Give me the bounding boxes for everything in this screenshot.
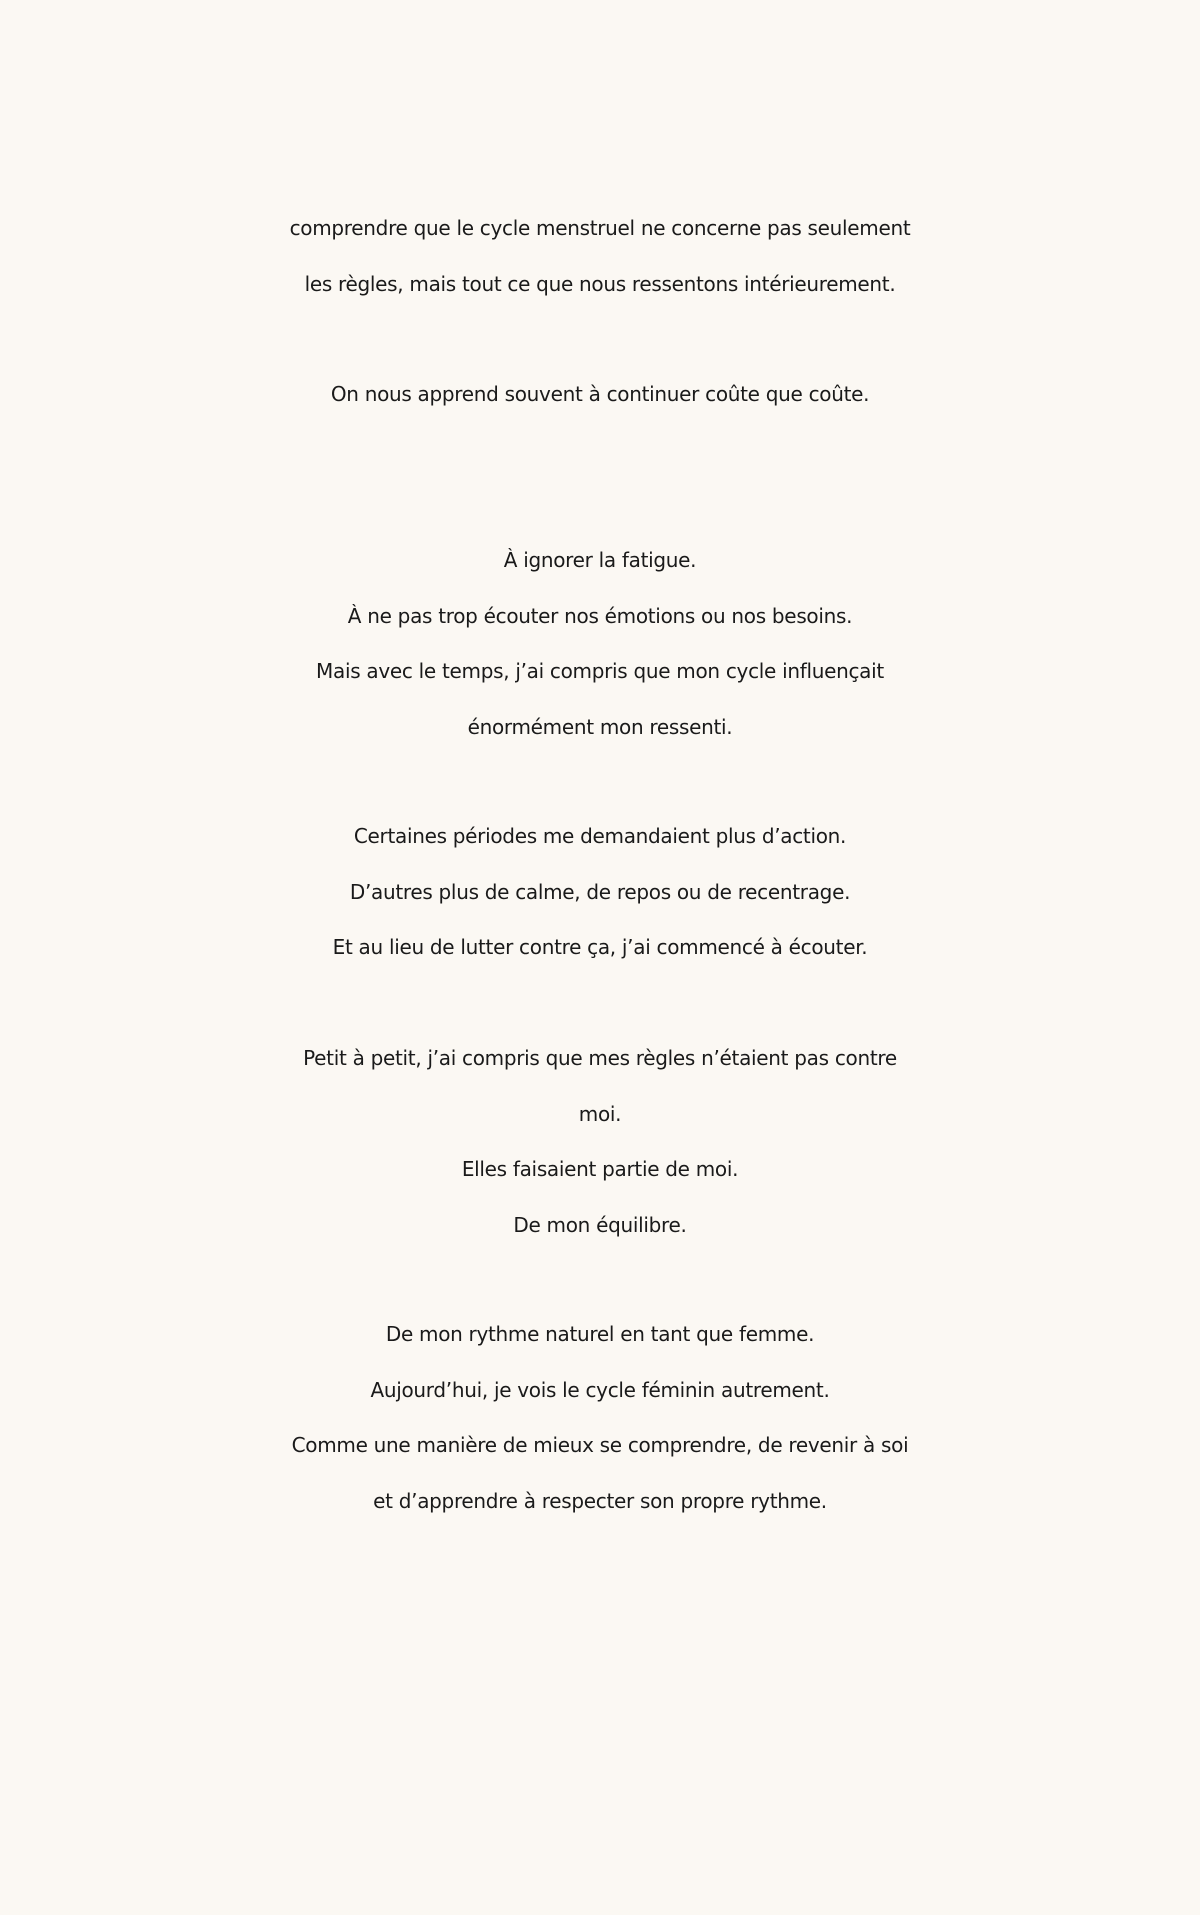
text-line: moi. — [578, 1101, 622, 1126]
text-line: À ignorer la fatigue. — [503, 548, 697, 572]
text-line: De mon rythme naturel en tant que femme. — [385, 1322, 815, 1346]
paragraph-periods — [0, 809, 1200, 976]
paragraph-cycle-intro — [0, 201, 1200, 312]
text-line: les règles, mais tout ce que nous ressentons intérieurement. — [304, 271, 896, 296]
text-line: Elles faisaient partie de moi. — [461, 1157, 739, 1181]
text-line: Certaines périodes me demandaient plus d’action. — [353, 824, 847, 848]
text-line: À ne pas trop écouter nos émotions ou nos besoins. — [347, 603, 853, 628]
text-line: Mais avec le temps, j’ai compris que mon cycle influençait — [316, 659, 884, 683]
text-line: De mon équilibre. — [513, 1212, 687, 1237]
text-line: Petit à petit, j’ai compris que mes règles n’étaient pas contre — [303, 1046, 897, 1070]
text-line: comprendre que le cycle menstruel ne concerne pas seulement — [289, 216, 911, 240]
text-line: Comme une manière de mieux se comprendre, de revenir à soi — [291, 1433, 909, 1457]
paragraph-little-by-little — [0, 1031, 1200, 1253]
text-line: et d’apprendre à respecter son propre rythme. — [373, 1488, 827, 1513]
text-line: On nous apprend souvent à continuer coûte que coûte. — [330, 382, 870, 406]
text-line: énormément mon ressenti. — [467, 714, 733, 739]
paragraph-continue — [0, 367, 1200, 423]
text-line: Aujourd’hui, je vois le cycle féminin autrement. — [370, 1377, 830, 1402]
text-line: D’autres plus de calme, de repos ou de recentrage. — [349, 879, 851, 904]
paragraph-natural-rhythm — [0, 1307, 1200, 1529]
text-line: Et au lieu de lutter contre ça, j’ai commencé à écouter. — [332, 935, 868, 959]
paragraph-ignore-fatigue — [0, 533, 1200, 755]
